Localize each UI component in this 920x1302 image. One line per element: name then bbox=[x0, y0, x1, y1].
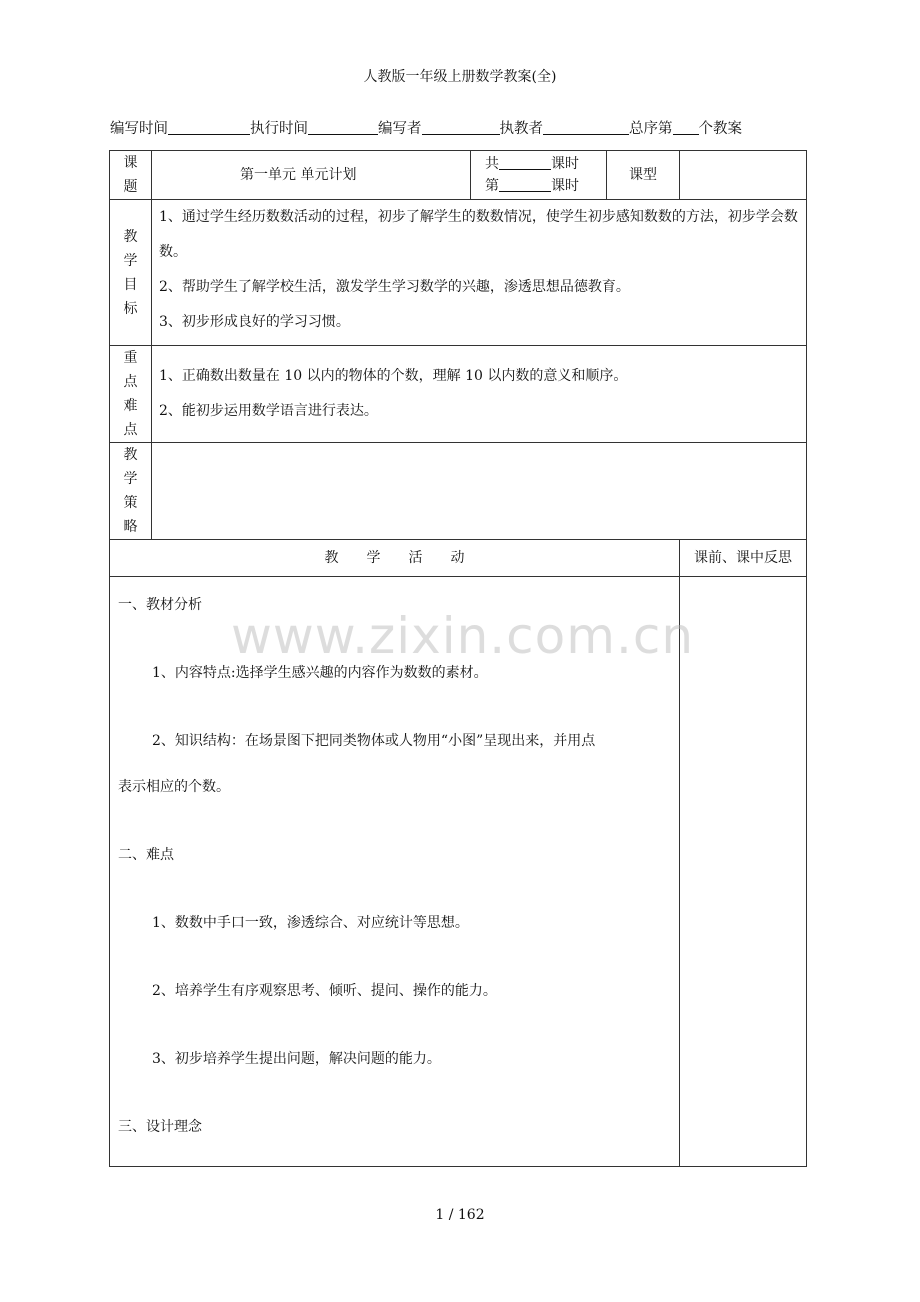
keypoint-item: 1、正确数出数量在 10 以内的物体的个数，理解 10 以内数的意义和顺序。 bbox=[159, 368, 628, 384]
activity-header bbox=[110, 540, 680, 577]
type-label: 课型 bbox=[607, 151, 680, 200]
strategy-label-char: 策 bbox=[123, 495, 138, 511]
strategy-row bbox=[110, 443, 807, 540]
write-time-label: 编写时间 bbox=[110, 121, 168, 137]
write-time-blank bbox=[168, 120, 250, 135]
strategy-label bbox=[110, 443, 152, 540]
goals-label-char: 教 bbox=[123, 228, 138, 245]
keypoints-label bbox=[110, 346, 152, 443]
topic-label-char: 题 bbox=[123, 179, 138, 195]
goal-item: 3、初步形成良好的学习习惯。 bbox=[159, 314, 350, 330]
hours-nth-unit: 课时 bbox=[551, 178, 579, 194]
content-item: 2、培养学生有序观察思考、倾听、提问、操作的能力。 bbox=[152, 983, 497, 999]
section-heading: 一、教材分析 bbox=[118, 597, 202, 613]
strategy-label-char: 教 bbox=[123, 447, 138, 463]
page-number: 1 / 162 bbox=[435, 1207, 485, 1223]
section-heading: 二、难点 bbox=[118, 847, 174, 863]
hours-total-blank bbox=[499, 155, 551, 170]
goals-label bbox=[110, 200, 152, 346]
writer-label: 编写者 bbox=[378, 121, 422, 137]
activity-header-char: 活 bbox=[408, 549, 423, 566]
executor-blank bbox=[543, 120, 629, 135]
hours-nth-blank bbox=[499, 177, 551, 192]
keypoints-label-char: 点 bbox=[123, 374, 138, 390]
executor-label: 执教者 bbox=[499, 121, 543, 137]
activity-header-char: 动 bbox=[450, 549, 465, 566]
goal-item: 1、通过学生经历数数活动的过程，初步了解学生的数数情况，使学生初步感知数数的方法，初步学会数数。 bbox=[159, 209, 798, 260]
writer-blank bbox=[422, 120, 500, 135]
keypoints-label-char: 重 bbox=[123, 350, 138, 366]
content-item: 2、知识结构：在场景图下把同类物体或人物用“小图”呈现出来，并用点 bbox=[152, 733, 596, 749]
goals-label-char: 学 bbox=[123, 252, 138, 269]
keypoints-label-char: 点 bbox=[123, 422, 138, 438]
topic-label-char: 课 bbox=[123, 155, 138, 171]
total-blank bbox=[673, 120, 699, 135]
hours-total-prefix: 共 bbox=[485, 156, 499, 172]
total-prefix: 总序第 bbox=[629, 121, 673, 137]
lesson-plan-table bbox=[109, 150, 807, 1167]
watermark: www.zixin.com.cn bbox=[231, 607, 695, 665]
strategy-label-char: 略 bbox=[123, 519, 138, 535]
topic-label bbox=[110, 151, 152, 200]
strategy-content bbox=[152, 443, 807, 540]
keypoint-item: 2、能初步运用数学语言进行表达。 bbox=[159, 403, 378, 419]
reflection-header: 课前、课中反思 bbox=[680, 540, 807, 577]
topic-row bbox=[110, 151, 807, 200]
keypoints-row bbox=[110, 346, 807, 443]
hours-total-unit: 课时 bbox=[551, 156, 579, 172]
content-item: 1、数数中手口一致，渗透综合、对应统计等思想。 bbox=[152, 915, 469, 931]
content-item-continued: 表示相应的个数。 bbox=[118, 779, 230, 795]
goal-item: 2、帮助学生了解学校生活，激发学生学习数学的兴趣，渗透思想品德教育。 bbox=[159, 279, 630, 295]
goals-label-char: 标 bbox=[123, 300, 138, 317]
content-item: 3、初步培养学生提出问题，解决问题的能力。 bbox=[152, 1051, 441, 1067]
keypoints-label-char: 难 bbox=[123, 398, 138, 414]
exec-time-blank bbox=[308, 120, 378, 135]
activity-header-char: 学 bbox=[366, 549, 381, 566]
goals-row bbox=[110, 200, 807, 346]
document-title: 人教版一年级上册数学教案(全) bbox=[363, 69, 557, 85]
activity-header-row bbox=[110, 540, 807, 577]
content-item: 1、内容特点:选择学生感兴趣的内容作为数数的素材。 bbox=[152, 665, 488, 681]
hours-nth-prefix: 第 bbox=[485, 178, 499, 194]
strategy-label-char: 学 bbox=[123, 471, 138, 487]
activity-header-char: 教 bbox=[324, 549, 339, 566]
hours-cell bbox=[471, 151, 607, 200]
type-value bbox=[680, 151, 807, 200]
goals-content bbox=[152, 200, 807, 346]
activity-content bbox=[110, 577, 680, 1167]
keypoints-content bbox=[152, 346, 807, 443]
header-meta-line bbox=[110, 117, 810, 138]
exec-time-label: 执行时间 bbox=[250, 121, 308, 137]
topic-value: 第一单元 单元计划 bbox=[152, 151, 471, 200]
goals-label-char: 目 bbox=[123, 276, 138, 293]
activity-content-row bbox=[110, 577, 807, 1167]
reflection-content bbox=[680, 577, 807, 1167]
total-suffix: 个教案 bbox=[698, 121, 742, 137]
section-heading: 三、设计理念 bbox=[118, 1119, 202, 1135]
